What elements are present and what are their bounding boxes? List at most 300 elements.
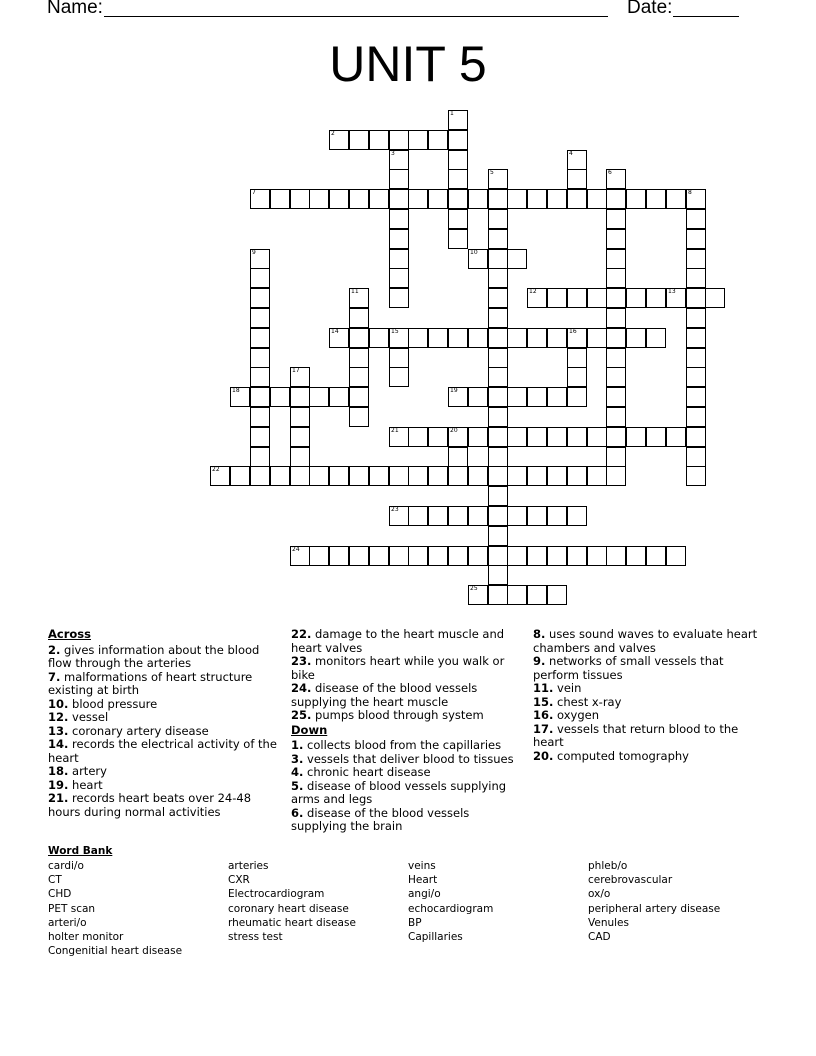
crossword-cell[interactable] bbox=[428, 546, 448, 566]
crossword-cell[interactable] bbox=[389, 348, 409, 368]
crossword-cell[interactable] bbox=[349, 308, 369, 328]
crossword-cell[interactable] bbox=[547, 427, 567, 447]
clue-number: 24 bbox=[292, 546, 300, 553]
word-bank-item: PET scan bbox=[48, 902, 96, 915]
crossword-cell[interactable] bbox=[606, 387, 626, 407]
crossword-cell[interactable] bbox=[349, 328, 369, 348]
crossword-cell[interactable] bbox=[587, 288, 607, 308]
crossword-cell[interactable] bbox=[686, 348, 706, 368]
crossword-cell[interactable] bbox=[606, 328, 626, 348]
crossword-cell[interactable] bbox=[448, 130, 468, 150]
crossword-cell[interactable] bbox=[547, 585, 567, 605]
crossword-cell[interactable] bbox=[686, 447, 706, 467]
crossword-cell[interactable] bbox=[507, 466, 527, 486]
clue-number-label: 20. bbox=[533, 748, 554, 763]
clue-number: 12 bbox=[529, 288, 537, 295]
crossword-cell[interactable] bbox=[686, 308, 706, 328]
crossword-cell[interactable] bbox=[448, 427, 468, 447]
clue-number-label: 2. bbox=[48, 642, 61, 657]
crossword-cell[interactable] bbox=[309, 466, 329, 486]
crossword-cell[interactable] bbox=[349, 348, 369, 368]
crossword-cell[interactable] bbox=[527, 288, 547, 308]
word-bank-item: echocardiogram bbox=[408, 902, 494, 915]
crossword-cell[interactable] bbox=[428, 328, 448, 348]
crossword-cell[interactable] bbox=[488, 268, 508, 288]
crossword-cell[interactable] bbox=[488, 229, 508, 249]
crossword-cell[interactable] bbox=[448, 546, 468, 566]
clue-text: malformations of heart structure existing at birth bbox=[48, 669, 253, 697]
crossword-cell[interactable] bbox=[488, 447, 508, 467]
crossword-cell[interactable] bbox=[686, 249, 706, 269]
crossword-cell[interactable] bbox=[646, 546, 666, 566]
clue-text: damage to the heart muscle and heart valves bbox=[291, 627, 505, 655]
crossword-cell[interactable] bbox=[369, 328, 389, 348]
crossword-cell[interactable] bbox=[389, 169, 409, 189]
crossword-cell[interactable] bbox=[389, 506, 409, 526]
crossword-cell[interactable] bbox=[567, 169, 587, 189]
crossword-cell[interactable] bbox=[369, 546, 389, 566]
crossword-cell[interactable] bbox=[507, 585, 527, 605]
crossword-cell[interactable] bbox=[686, 387, 706, 407]
crossword-cell[interactable] bbox=[488, 526, 508, 546]
crossword-cell[interactable] bbox=[309, 387, 329, 407]
word-bank-item: stress test bbox=[228, 931, 283, 944]
clue-item bbox=[533, 628, 765, 655]
crossword-cell[interactable] bbox=[507, 328, 527, 348]
crossword-cell[interactable] bbox=[547, 387, 567, 407]
crossword-cell[interactable] bbox=[606, 466, 626, 486]
crossword-cell[interactable] bbox=[349, 189, 369, 209]
word-bank-item: Capillaries bbox=[408, 931, 463, 944]
clue-number-label: 18. bbox=[48, 764, 69, 778]
crossword-cell[interactable] bbox=[250, 387, 270, 407]
crossword-cell[interactable] bbox=[567, 348, 587, 368]
crossword-cell[interactable] bbox=[389, 229, 409, 249]
crossword-cell[interactable] bbox=[567, 328, 587, 348]
crossword-cell[interactable] bbox=[369, 189, 389, 209]
crossword-cell[interactable] bbox=[389, 367, 409, 387]
crossword-cell[interactable] bbox=[448, 506, 468, 526]
crossword-cell[interactable] bbox=[349, 546, 369, 566]
crossword-cell[interactable] bbox=[408, 546, 428, 566]
crossword-cell[interactable] bbox=[448, 169, 468, 189]
crossword-cell[interactable] bbox=[527, 585, 547, 605]
crossword-cell[interactable] bbox=[389, 268, 409, 288]
crossword-cell[interactable] bbox=[606, 447, 626, 467]
crossword-cell[interactable] bbox=[626, 328, 646, 348]
clue-text: collects blood from the capillaries bbox=[303, 738, 502, 752]
crossword-cell[interactable] bbox=[290, 407, 310, 427]
crossword-cell[interactable] bbox=[547, 189, 567, 209]
crossword-cell[interactable] bbox=[468, 328, 488, 348]
crossword-cell[interactable] bbox=[270, 189, 290, 209]
crossword-cell[interactable] bbox=[448, 229, 468, 249]
crossword-cell[interactable] bbox=[527, 189, 547, 209]
clue-text: disease of the blood vessels supplying the heart muscle bbox=[291, 681, 478, 709]
crossword-cell[interactable] bbox=[389, 328, 409, 348]
crossword-cell[interactable] bbox=[230, 387, 250, 407]
crossword-cell[interactable] bbox=[329, 387, 349, 407]
crossword-cell[interactable] bbox=[606, 189, 626, 209]
crossword-cell[interactable] bbox=[270, 387, 290, 407]
clue-number-label: 22. bbox=[291, 627, 312, 641]
crossword-cell[interactable] bbox=[369, 130, 389, 150]
crossword-cell[interactable] bbox=[686, 229, 706, 249]
crossword-cell[interactable] bbox=[587, 328, 607, 348]
clue-number: 5 bbox=[490, 169, 494, 176]
clue-item bbox=[48, 725, 280, 739]
clue-item bbox=[291, 628, 523, 655]
clue-item bbox=[533, 696, 765, 710]
crossword-cell[interactable] bbox=[606, 367, 626, 387]
crossword-cell[interactable] bbox=[250, 407, 270, 427]
crossword-cell[interactable] bbox=[448, 110, 468, 130]
clue-text: vessel bbox=[68, 710, 109, 724]
clue-text: vessels that return blood to the heart bbox=[533, 721, 739, 749]
crossword-cell[interactable] bbox=[547, 466, 567, 486]
clue-text: chronic heart disease bbox=[303, 765, 431, 779]
clue-item bbox=[48, 698, 280, 712]
crossword-cell[interactable] bbox=[488, 348, 508, 368]
crossword-cell[interactable] bbox=[646, 427, 666, 447]
crossword-cell[interactable] bbox=[290, 546, 310, 566]
crossword-cell[interactable] bbox=[488, 407, 508, 427]
crossword-cell[interactable] bbox=[527, 466, 547, 486]
crossword-cell[interactable] bbox=[488, 486, 508, 506]
crossword-cell[interactable] bbox=[349, 407, 369, 427]
crossword-cell[interactable] bbox=[290, 447, 310, 467]
crossword-cell[interactable] bbox=[686, 466, 706, 486]
crossword-cell[interactable] bbox=[329, 466, 349, 486]
crossword-cell[interactable] bbox=[389, 466, 409, 486]
crossword-cell[interactable] bbox=[389, 130, 409, 150]
crossword-cell[interactable] bbox=[349, 367, 369, 387]
word-bank-item: coronary heart disease bbox=[228, 902, 349, 915]
crossword-cell[interactable] bbox=[547, 288, 567, 308]
clue-number: 21 bbox=[391, 427, 399, 434]
crossword-cell[interactable] bbox=[547, 546, 567, 566]
clue-item bbox=[291, 709, 523, 723]
crossword-cell[interactable] bbox=[468, 249, 488, 269]
crossword-cell[interactable] bbox=[488, 427, 508, 447]
crossword-cell[interactable] bbox=[646, 189, 666, 209]
crossword-cell[interactable] bbox=[408, 130, 428, 150]
crossword-cell[interactable] bbox=[527, 546, 547, 566]
crossword-cell[interactable] bbox=[488, 288, 508, 308]
word-bank-item: veins bbox=[408, 860, 436, 872]
crossword-cell[interactable] bbox=[428, 506, 448, 526]
clue-item bbox=[533, 750, 765, 764]
crossword-cell[interactable] bbox=[389, 150, 409, 170]
crossword-cell[interactable] bbox=[448, 387, 468, 407]
crossword-cell[interactable] bbox=[567, 189, 587, 209]
clue-number: 14 bbox=[331, 328, 339, 335]
crossword-cell[interactable] bbox=[666, 546, 686, 566]
date-label: Date: bbox=[627, 0, 673, 18]
word-bank-item: BP bbox=[408, 916, 422, 929]
clue-text: vessels that deliver blood to tissues bbox=[303, 751, 514, 766]
crossword-cell[interactable] bbox=[448, 466, 468, 486]
down-heading: Down bbox=[291, 722, 328, 737]
crossword-cell[interactable] bbox=[666, 427, 686, 447]
crossword-cell[interactable] bbox=[567, 288, 587, 308]
crossword-cell[interactable] bbox=[408, 189, 428, 209]
crossword-cell[interactable] bbox=[705, 288, 725, 308]
crossword-cell[interactable] bbox=[567, 546, 587, 566]
crossword-cell[interactable] bbox=[567, 150, 587, 170]
crossword-cell[interactable] bbox=[527, 328, 547, 348]
crossword-cell[interactable] bbox=[329, 189, 349, 209]
crossword-cell[interactable] bbox=[606, 308, 626, 328]
down-clues-b bbox=[533, 628, 765, 763]
crossword-cell[interactable] bbox=[507, 249, 527, 269]
crossword-cell[interactable] bbox=[606, 407, 626, 427]
crossword-cell[interactable] bbox=[408, 427, 428, 447]
crossword-cell[interactable] bbox=[309, 546, 329, 566]
crossword-cell[interactable] bbox=[448, 447, 468, 467]
crossword-cell[interactable] bbox=[686, 427, 706, 447]
crossword-cell[interactable] bbox=[527, 387, 547, 407]
crossword-cell[interactable] bbox=[448, 189, 468, 209]
clue-number: 16 bbox=[569, 328, 577, 335]
crossword-cell[interactable] bbox=[567, 367, 587, 387]
clue-text: monitors heart while you walk or bike bbox=[291, 654, 505, 682]
crossword-cell[interactable] bbox=[250, 308, 270, 328]
crossword-cell[interactable] bbox=[448, 150, 468, 170]
clue-item bbox=[48, 765, 280, 779]
crossword-cell[interactable] bbox=[606, 348, 626, 368]
crossword-cell[interactable] bbox=[488, 189, 508, 209]
crossword-cell[interactable] bbox=[547, 506, 567, 526]
crossword-cell[interactable] bbox=[468, 387, 488, 407]
clue-number-label: 23. bbox=[291, 654, 312, 668]
word-bank-item: Venules bbox=[588, 916, 629, 929]
crossword-cell[interactable] bbox=[587, 546, 607, 566]
crossword-cell[interactable] bbox=[606, 229, 626, 249]
crossword-cell[interactable] bbox=[250, 367, 270, 387]
crossword-cell[interactable] bbox=[290, 387, 310, 407]
clue-number: 1 bbox=[450, 110, 454, 117]
crossword-cell[interactable] bbox=[686, 209, 706, 229]
crossword-cell[interactable] bbox=[567, 506, 587, 526]
crossword-cell[interactable] bbox=[270, 466, 290, 486]
clue-item bbox=[48, 792, 280, 819]
crossword-cell[interactable] bbox=[250, 249, 270, 269]
crossword-cell[interactable] bbox=[428, 466, 448, 486]
clue-number-label: 15. bbox=[533, 694, 554, 709]
clue-text: uses sound waves to evaluate heart chambers and valves bbox=[533, 627, 758, 655]
crossword-cell[interactable] bbox=[686, 268, 706, 288]
crossword-cell[interactable] bbox=[488, 169, 508, 189]
crossword-cell[interactable] bbox=[567, 466, 587, 486]
clue-text: gives information about the blood flow through the arteries bbox=[48, 642, 260, 670]
crossword-cell[interactable] bbox=[210, 466, 230, 486]
clue-number: 20 bbox=[450, 427, 458, 434]
crossword-cell[interactable] bbox=[488, 565, 508, 585]
crossword-cell[interactable] bbox=[606, 427, 626, 447]
crossword-cell[interactable] bbox=[250, 268, 270, 288]
crossword-cell[interactable] bbox=[488, 209, 508, 229]
page-title: UNIT 5 bbox=[329, 36, 487, 92]
clue-number: 17 bbox=[292, 367, 300, 374]
crossword-cell[interactable] bbox=[349, 288, 369, 308]
clue-number: 11 bbox=[351, 288, 359, 295]
crossword-cell[interactable] bbox=[606, 169, 626, 189]
crossword-cell[interactable] bbox=[448, 328, 468, 348]
crossword-cell[interactable] bbox=[329, 328, 349, 348]
clue-number: 22 bbox=[212, 466, 220, 473]
crossword-cell[interactable] bbox=[626, 189, 646, 209]
word-bank-item: CT bbox=[48, 874, 62, 887]
clue-number-label: 6. bbox=[291, 805, 304, 820]
crossword-cell[interactable] bbox=[448, 209, 468, 229]
crossword-cell[interactable] bbox=[567, 427, 587, 447]
crossword-cell[interactable] bbox=[389, 189, 409, 209]
clue-text: disease of blood vessels supplying arms and legs bbox=[291, 778, 507, 806]
crossword-cell[interactable] bbox=[666, 189, 686, 209]
clue-number-label: 3. bbox=[291, 751, 304, 766]
crossword-cell[interactable] bbox=[309, 189, 329, 209]
crossword-cell[interactable] bbox=[686, 328, 706, 348]
crossword-cell[interactable] bbox=[646, 328, 666, 348]
crossword-cell[interactable] bbox=[408, 328, 428, 348]
crossword-cell[interactable] bbox=[468, 427, 488, 447]
crossword-cell[interactable] bbox=[428, 130, 448, 150]
down-clues-a bbox=[291, 739, 523, 834]
crossword-cell[interactable] bbox=[626, 427, 646, 447]
crossword-cell[interactable] bbox=[250, 328, 270, 348]
crossword-cell[interactable] bbox=[290, 189, 310, 209]
crossword-cell[interactable] bbox=[646, 288, 666, 308]
crossword-cell[interactable] bbox=[389, 288, 409, 308]
crossword-cell[interactable] bbox=[349, 466, 369, 486]
crossword-cell[interactable] bbox=[507, 427, 527, 447]
crossword-cell[interactable] bbox=[290, 367, 310, 387]
crossword-cell[interactable] bbox=[389, 249, 409, 269]
crossword-cell[interactable] bbox=[626, 288, 646, 308]
crossword-cell[interactable] bbox=[349, 130, 369, 150]
crossword-cell[interactable] bbox=[527, 427, 547, 447]
clue-number: 9 bbox=[252, 249, 256, 256]
crossword-cell[interactable] bbox=[349, 387, 369, 407]
crossword-cell[interactable] bbox=[468, 189, 488, 209]
crossword-cell[interactable] bbox=[250, 348, 270, 368]
crossword-cell[interactable] bbox=[250, 427, 270, 447]
crossword-cell[interactable] bbox=[428, 189, 448, 209]
crossword-cell[interactable] bbox=[606, 546, 626, 566]
crossword-cell[interactable] bbox=[488, 308, 508, 328]
word-bank-column-4 bbox=[588, 859, 720, 944]
crossword-cell[interactable] bbox=[606, 249, 626, 269]
crossword-cell[interactable] bbox=[468, 585, 488, 605]
crossword-cell[interactable] bbox=[507, 387, 527, 407]
crossword-cell[interactable] bbox=[329, 546, 349, 566]
word-bank-item: cardi/o bbox=[48, 860, 84, 872]
name-label: Name: bbox=[47, 0, 103, 18]
clue-number: 3 bbox=[391, 150, 395, 157]
clue-text: blood pressure bbox=[68, 696, 158, 711]
crossword-cell[interactable] bbox=[389, 427, 409, 447]
crossword-cell[interactable] bbox=[567, 387, 587, 407]
crossword-cell[interactable] bbox=[547, 328, 567, 348]
crossword-cell[interactable] bbox=[527, 506, 547, 526]
crossword-cell[interactable] bbox=[468, 546, 488, 566]
clue-number: 10 bbox=[470, 249, 478, 256]
crossword-cell[interactable] bbox=[468, 506, 488, 526]
clue-text: records heart beats over 24-48 hours during normal activities bbox=[48, 791, 252, 819]
crossword-cell[interactable] bbox=[250, 466, 270, 486]
word-bank-item: rheumatic heart disease bbox=[228, 916, 356, 929]
crossword-cell[interactable] bbox=[488, 387, 508, 407]
crossword-cell[interactable] bbox=[329, 130, 349, 150]
clue-number-label: 17. bbox=[533, 721, 554, 736]
crossword-cell[interactable] bbox=[389, 546, 409, 566]
crossword-cell[interactable] bbox=[488, 367, 508, 387]
crossword-cell[interactable] bbox=[230, 466, 250, 486]
crossword-cell[interactable] bbox=[468, 466, 488, 486]
clue-number-label: 19. bbox=[48, 777, 69, 792]
crossword-cell[interactable] bbox=[606, 288, 626, 308]
word-bank-item: arteries bbox=[228, 860, 269, 872]
crossword-cell[interactable] bbox=[587, 427, 607, 447]
clue-text: artery bbox=[68, 764, 107, 778]
clue-text: oxygen bbox=[553, 708, 599, 722]
crossword-cell[interactable] bbox=[488, 506, 508, 526]
crossword-cell[interactable] bbox=[290, 427, 310, 447]
crossword-cell[interactable] bbox=[666, 288, 686, 308]
crossword-cell[interactable] bbox=[507, 189, 527, 209]
clue-number-label: 14. bbox=[48, 737, 69, 751]
crossword-cell[interactable] bbox=[408, 466, 428, 486]
word-bank-item: phleb/o bbox=[588, 860, 628, 872]
word-bank-item: arteri/o bbox=[48, 916, 87, 929]
word-bank-item: Electrocardiogram bbox=[228, 888, 325, 901]
clue-text: networks of small vessels that perform tissues bbox=[533, 654, 724, 682]
crossword-cell[interactable] bbox=[626, 546, 646, 566]
crossword-cell[interactable] bbox=[250, 189, 270, 209]
crossword-cell[interactable] bbox=[408, 506, 428, 526]
crossword-cell[interactable] bbox=[389, 209, 409, 229]
crossword-cell[interactable] bbox=[428, 427, 448, 447]
clue-text: chest x-ray bbox=[553, 694, 622, 709]
crossword-cell[interactable] bbox=[369, 466, 389, 486]
crossword-cell[interactable] bbox=[606, 268, 626, 288]
crossword-cell[interactable] bbox=[488, 328, 508, 348]
crossword-cell[interactable] bbox=[606, 209, 626, 229]
crossword-cell[interactable] bbox=[587, 189, 607, 209]
crossword-cell[interactable] bbox=[488, 546, 508, 566]
crossword-cell[interactable] bbox=[290, 466, 310, 486]
crossword-cell[interactable] bbox=[686, 367, 706, 387]
crossword-cell[interactable] bbox=[507, 506, 527, 526]
crossword-cell[interactable] bbox=[587, 466, 607, 486]
crossword-cell[interactable] bbox=[488, 585, 508, 605]
clues-column-3 bbox=[533, 628, 765, 763]
crossword-cell[interactable] bbox=[488, 466, 508, 486]
word-bank-item: Heart bbox=[408, 874, 438, 887]
crossword-cell[interactable] bbox=[488, 249, 508, 269]
crossword-cell[interactable] bbox=[686, 288, 706, 308]
clue-item bbox=[291, 739, 523, 753]
crossword-cell[interactable] bbox=[250, 447, 270, 467]
word-bank-item: peripheral artery disease bbox=[588, 902, 721, 915]
crossword-cell[interactable] bbox=[507, 546, 527, 566]
crossword-cell[interactable] bbox=[686, 407, 706, 427]
clue-number: 13 bbox=[668, 288, 676, 295]
crossword-cell[interactable] bbox=[250, 288, 270, 308]
word-bank-item: ox/o bbox=[588, 888, 611, 901]
crossword-cell[interactable] bbox=[686, 189, 706, 209]
